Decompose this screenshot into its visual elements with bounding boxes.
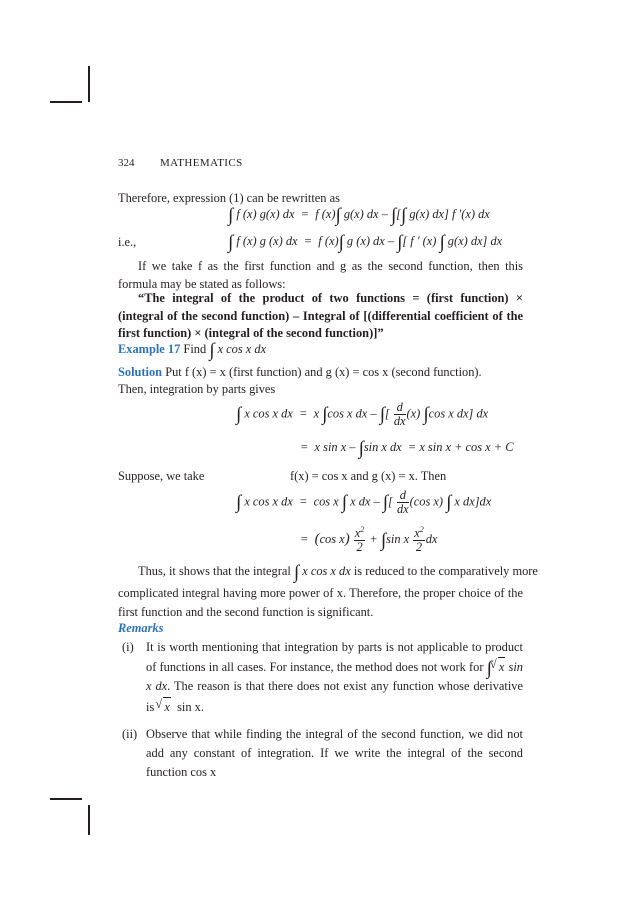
paragraph-first-function: If we take f as the first function and g as the second function, then this formula may be stated as follows: (118, 259, 523, 291)
suppose-fx: f(x) = cos x and g (x) = x. Then (290, 469, 447, 483)
formula-5: ∫ x cos x dx = cos x ∫ x dx – ∫[ $\frac{d}{dx}$ (cos x) ∫ x dx]dx (236, 488, 492, 517)
suppose-text: Suppose, we take (118, 469, 205, 483)
then-text: Then, integration by parts gives (118, 382, 276, 396)
crop-mark-bottom-horizontal (50, 798, 82, 800)
formula-1: ∫ f (x) g(x) dx = f (x)∫ g(x) dx – ∫[∫ g(x) dx] f ′(x) dx (228, 205, 490, 226)
remark-ii: (ii) Observe that while finding the integral of the second function, we did not add any constant of integration. If we write the integral of the second function cos x (122, 726, 523, 780)
thus-line: Thus, it shows that the integral ∫ x cos x dx is reduced to the comparatively more (138, 562, 538, 583)
ie-label: i.e., (118, 235, 137, 249)
thus-rest: complicated integral having more power of x. Therefore, the proper choice of the first function and the second function is significant. (118, 586, 523, 620)
remarks-title: Remarks (118, 621, 164, 635)
remark-i: (i) It is worth mentioning that integration by parts is not applicable to product of functions in all cases. For instance, the method does not work for ∫√ x sin x dx. The reason is that there does not exist any function whose derivative is √ x sin x. (118, 638, 523, 717)
formula-4: = x sin x – ∫sin x dx = x sin x + cos x + C (300, 438, 514, 459)
formula-3: ∫ x cos x dx = x ∫cos x dx – ∫[ $\frac{d}{dx}$ (x) ∫cos x dx] dx (236, 400, 489, 429)
solution-line (118, 366, 482, 378)
solution-label: Solution (118, 365, 163, 379)
running-title: MATHEMATICS (160, 157, 243, 169)
remarks-list (118, 638, 523, 783)
crop-mark-top-vertical (88, 66, 90, 102)
page-number: 324 (118, 157, 135, 169)
crop-mark-bottom-vertical (88, 805, 90, 835)
example-17: Example 17 Find ∫ x cos x dx (118, 340, 267, 361)
example-label: Example 17 (118, 342, 181, 356)
formula-2: ∫ f (x) g (x) dx = f (x)∫ g (x) dx – ∫[ f ′ (x) ∫ g(x) dx] dx (228, 232, 503, 253)
crop-mark-top-horizontal (50, 101, 82, 103)
solution-text: Put f (x) = x (first function) and g (x) = cos x (second function). (165, 365, 482, 379)
example-find: Find (183, 342, 207, 356)
intro-text: Therefore, expression (1) can be rewritten as (118, 191, 340, 205)
formula-6: = (cos x) $\frac{x^2}{2}$ + ∫sin x $\frac{x^2}{2}$ dx (300, 525, 438, 555)
paragraph-rule-statement: “The integral of the product of two functions = (first function) × (integral of the second function) – Integral of [(differential coefficient of the first function) × (integral of the second function)]” (118, 291, 523, 341)
